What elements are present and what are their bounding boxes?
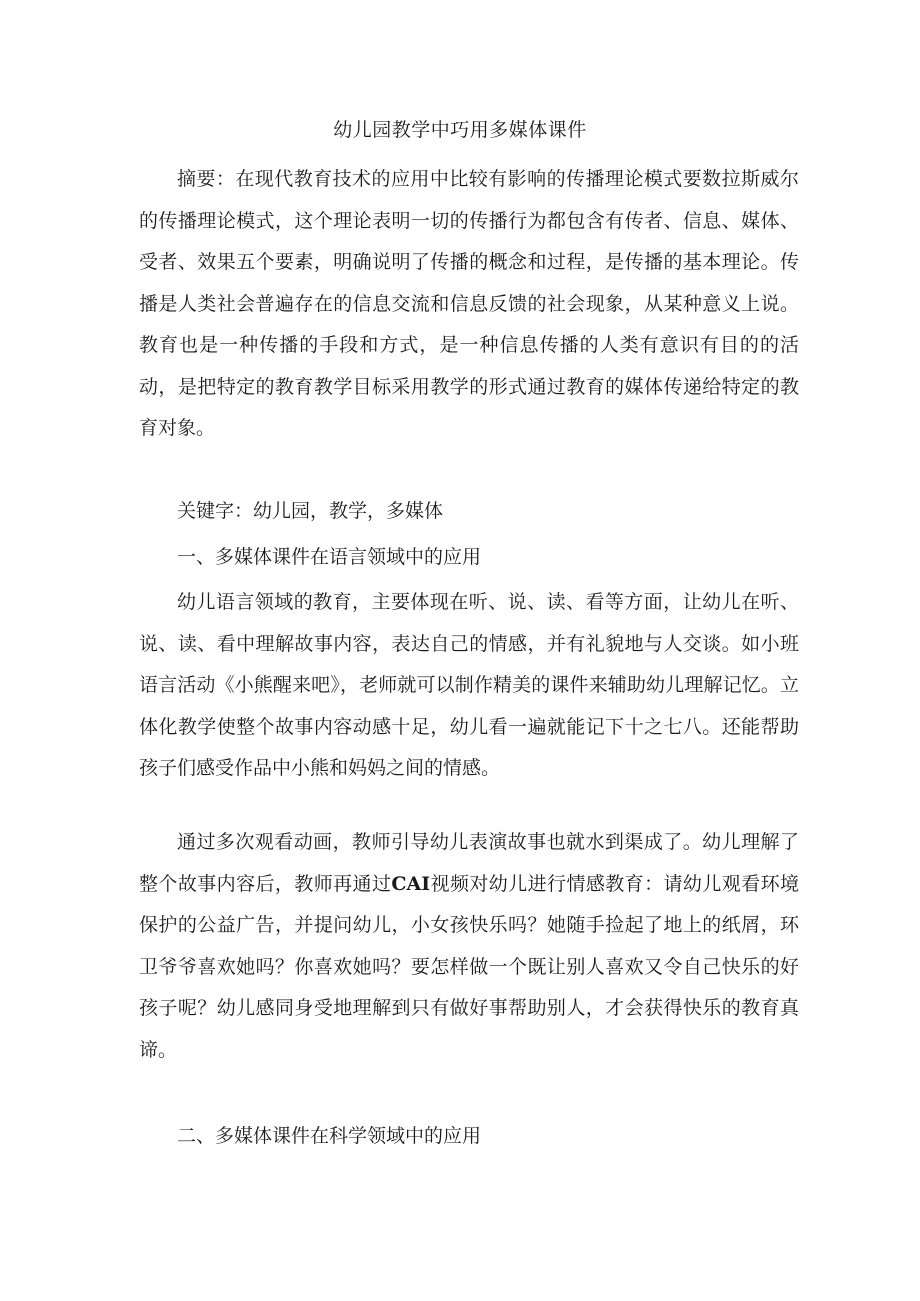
section-2-heading: 二、多媒体课件在科学领域中的应用 [177, 1125, 482, 1147]
paragraph-2-text-start: 通过多次观看动画，教师引导幼儿表演故事也就水到渠成了。幼儿理解了整个故事内容后，教师再通过 [139, 831, 799, 895]
document-title: 幼儿园教学中巧用多媒体课件 [333, 119, 587, 141]
cai-term: CAI [391, 872, 431, 895]
paragraph-2-text-end: 视频对幼儿进行情感教育：请幼儿观看环境保护的公益广告，并提问幼儿，小女孩快乐吗？她随手捡起了地上的纸屑，环卫爷爷喜欢她吗？你喜欢她吗？要怎样做一个既让别人喜欢又令自己快乐的好孩子呢？幼儿感同身受地理解到只有做好事帮助别人，才会获得快乐的教育真谛。 [139, 872, 799, 1061]
section-1-heading: 一、多媒体课件在语言领域中的应用 [177, 546, 482, 568]
section-1-paragraph-2 [139, 822, 799, 1071]
abstract-paragraph: 摘要：在现代教育技术的应用中比较有影响的传播理论模式要数拉斯威尔的传播理论模式，这个理论表明一切的传播行为都包含有传者、信息、媒体、受者、效果五个要素，明确说明了传播的概念和过程，是传播的基本理论。传播是人类社会普遍存在的信息交流和信息反馈的社会现象，从某种意义上说。教育也是一种传播的手段和方式，是一种信息传播的人类有意识有目的的活动，是把特定的教育教学目标采用教学的形式通过教育的媒体传递给特定的教育对象。 [139, 168, 799, 439]
keywords-line: 关键字：幼儿园，教学，多媒体 [177, 500, 444, 522]
section-1-paragraph-1: 幼儿语言领域的教育，主要体现在听、说、读、看等方面，让幼儿在听、说、读、看中理解故事内容，表达自己的情感，并有礼貌地与人交谈。如小班语言活动《小熊醒来吧》，老师就可以制作精美的课件来辅助幼儿理解记忆。立体化教学使整个故事内容动感十足，幼儿看一遍就能记下十之七八。还能帮助孩子们感受作品中小熊和妈妈之间的情感。 [139, 591, 799, 779]
